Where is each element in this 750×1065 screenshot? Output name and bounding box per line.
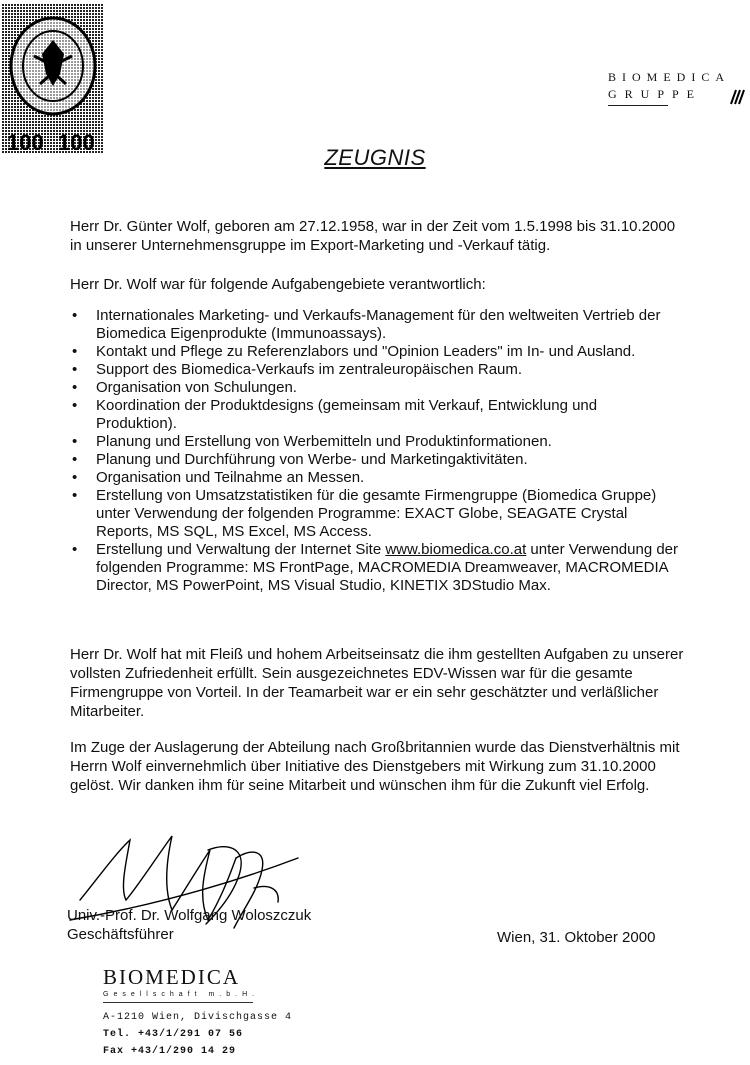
company-stamp [103,965,293,1060]
place-date: Wien, 31. Oktober 2000 [497,929,656,946]
stamp-rule [103,1002,253,1003]
list-item [70,541,680,595]
list-item: • Organisation von Schulungen. [70,379,680,397]
last-task-text-after: unter Verwendung der folgenden Programme: MS FrontPage, MACROMEDIA Dreamweaver, MACROMEDIA Director, MS PowerPoint, MS Visual Studio, KINETIX 3DStudio Max. [96,541,679,594]
signer-role: Geschäftsführer [67,926,174,943]
list-item: • Kontakt und Pflege zu Referenzlabors und "Opinion Leaders" im In- und Ausland. [70,343,680,361]
stamp-company-name: BIOMEDICA [103,965,240,989]
stamp-phone: Tel. +43/1/291 07 56 [103,1029,244,1040]
list-item: • Support des Biomedica-Verkaufs im zentraleuropäischen Raum. [70,361,680,379]
signer-block [67,906,311,944]
termination-paragraph: Im Zuge der Auslagerung der Abteilung nach Großbritannien wurde das Dienstverhältnis mit Herrn Wolf einvernehmlich über Initiative des Dienstgebers mit Wirkung zum 31.10.2000 gelöst. Wir danken ihm für seine Mitarbeit und wünschen ihm für die Zukunft viel Erfolg. [70,739,680,794]
tasks-intro: Herr Dr. Wolf war für folgende Aufgabengebiete verantwortlich: [70,276,486,293]
biomedica-logo-slash-icon [730,89,746,105]
task-list [70,307,680,595]
list-item: • Koordination der Produktdesigns (gemeinsam mit Verkauf, Entwicklung und Produktion). [70,397,680,433]
last-task-text-before: Erstellung und Verwaltung der Internet Site [96,541,386,558]
list-item: • Organisation und Teilnahme an Messen. [70,469,680,487]
company-logo [608,70,748,106]
document-title: ZEUGNIS [324,145,426,170]
official-seal-icon [2,4,104,154]
stamp-fax: Fax +43/1/290 14 29 [103,1046,237,1057]
seal-text-right: 100 [58,130,95,154]
website-link[interactable]: www.biomedica.co.at [385,541,527,558]
list-item: • Internationales Marketing- und Verkaufs-Management für den weltweiten Vertrieb der Biomedica Eigenprodukte (Immunoassays). [70,307,680,343]
list-item: • Planung und Durchführung von Werbe- und Marketingaktivitäten. [70,451,680,469]
logo-line-gruppe: GRUPPE [608,87,703,101]
list-item: • Erstellung von Umsatzstatistiken für die gesamte Firmengruppe (Biomedica Gruppe) unter Verwendung der folgenden Programme: EXACT Globe, SEAGATE Crystal Reports, MS SQL, MS Excel, MS Access. [70,487,680,541]
signer-name: Univ.-Prof. Dr. Wolfgang Woloszczuk [67,907,312,924]
evaluation-paragraph: Herr Dr. Wolf hat mit Fleiß und hohem Arbeitseinsatz die ihm gestellten Aufgaben zu unserer vollsten Zufriedenheit erfüllt. Sein ausgezeichnetes EDV-Wissen war für die gesamte Firmengruppe von Vorteil. In der Teamarbeit war er ein sehr geschätzter und verläßlicher Mitarbeiter. [70,646,684,720]
logo-line-biomedica: BIOMEDICA [608,70,730,84]
intro-paragraph: Herr Dr. Günter Wolf, geboren am 27.12.1958, war in der Zeit vom 1.5.1998 bis 31.10.2000 in unserer Unternehmensgruppe im Export-Marketing und -Verkauf tätig. [70,218,676,254]
stamp-company-form: Gesellschaft m.b.H. [103,991,260,998]
list-item: • Planung und Erstellung von Werbemitteln und Produktinformationen. [70,433,680,451]
logo-rule [608,105,668,106]
stamp-address: A-1210 Wien, Divischgasse 4 [103,1012,293,1023]
seal-text-left: 100 [7,130,44,154]
